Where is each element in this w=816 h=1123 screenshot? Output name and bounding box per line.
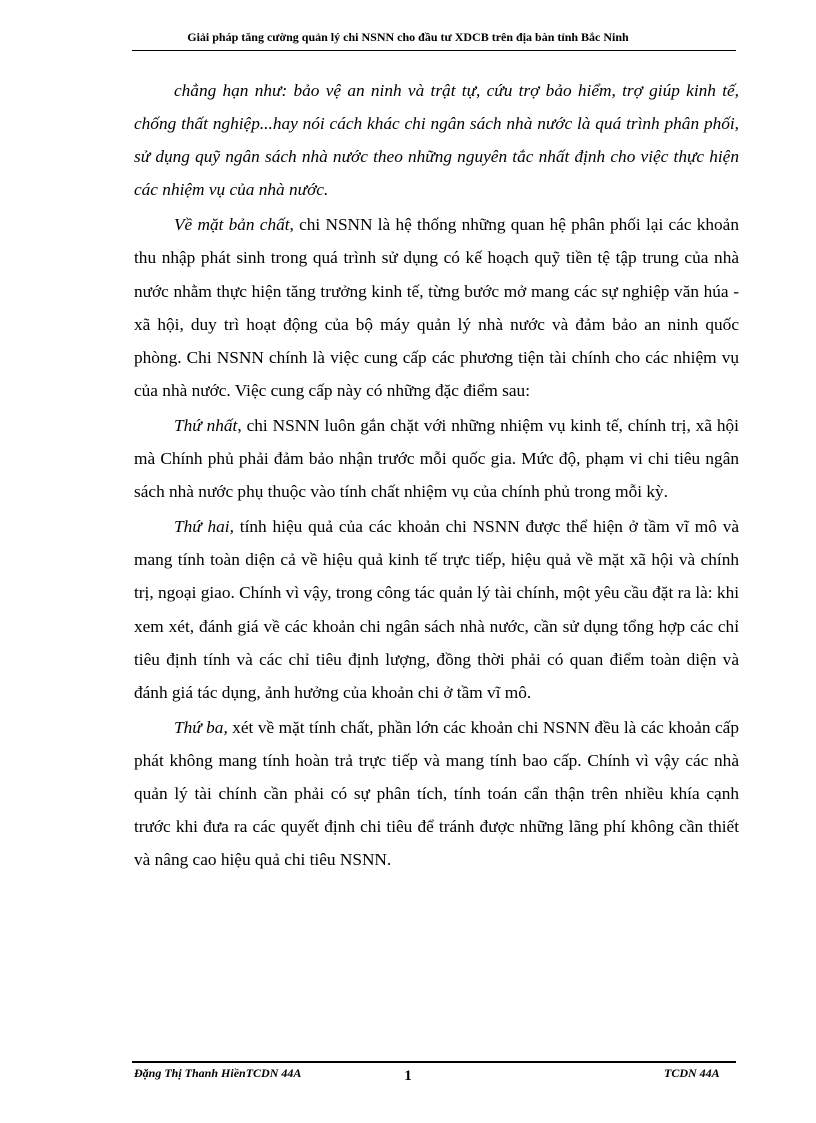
paragraph-3 [134, 409, 739, 508]
paragraph-5 [134, 711, 739, 876]
paragraph-3-lead: Thứ nhất [174, 415, 238, 435]
paragraph-4-lead: Thứ hai, [174, 517, 234, 537]
paragraph-4 [134, 510, 739, 709]
paragraph-4-text: tính hiệu quả của các khoản chi NSNN được thể hiện ở tầm vĩ mô và mang tính toàn diện cả về hiệu quả kinh tế trực tiếp, hiệu quả về mặt xã hội và chính trị, ngoại giao. Chính vì vậy, trong công tác quản lý tài chính, một yêu cầu đặt ra là: khi xem xét, đánh giá về các khoản chi ngân sách nhà nước, cần sử dụng tổng hợp các chỉ tiêu định tính và các chỉ tiêu định lượng, đồng thời phải có quan điểm toàn diện và đánh giá tác dụng, ảnh hưởng của khoản chi ở tầm vĩ mô. [134, 517, 740, 702]
paragraph-3-text: , chi NSNN luôn gắn chặt với những nhiệm vụ kinh tế, chính trị, xã hội mà Chính phủ phải đảm bảo nhận trước mỗi quốc gia. Mức độ, phạm vi chi tiêu ngân sách nhà nước phụ thuộc vào tính chất nhiệm vụ của chính phủ trong mỗi kỳ. [134, 415, 739, 502]
header-divider [132, 50, 736, 51]
paragraph-5-text: xét về mặt tính chất, phần lớn các khoản chi NSNN đều là các khoản cấp phát không mang tính hoàn trả trực tiếp và mang tính bao cấp. Chính vì vậy các nhà quản lý tài chính cần phải có sự phân tích, tính toán cẩn thận trên nhiều khía cạnh trước khi đưa ra các quyết định chi tiêu để tránh được những lãng phí không cần thiết và nâng cao hiệu quả chi tiêu NSNN. [134, 717, 739, 870]
page-header: Giải pháp tăng cường quản lý chi NSNN cho đầu tư XDCB trên địa bàn tỉnh Bắc Ninh [187, 30, 629, 44]
footer-class-code: TCDN 44A [664, 1066, 720, 1080]
paragraph-5-lead: Thứ ba, [174, 717, 228, 737]
page-number: 1 [404, 1068, 412, 1084]
paragraph-2-lead: Về mặt bản chất [174, 215, 290, 235]
footer-divider [132, 1061, 736, 1063]
paragraph-2-text: , chi NSNN là hệ thống những quan hệ phân phối lại các khoản thu nhập phát sinh trong quá trình sử dụng có kế hoạch quỹ tiền tệ tập trung của nhà nước nhằm thực hiện tăng trưởng kinh tế, từng bước mở mang các sự nghiệp văn húa - xã hội, duy trì hoạt động của bộ máy quản lý nhà nước và đảm bảo an ninh quốc phòng. Chi NSNN chính là việc cung cấp các phương tiện tài chính cho các nhiệm vụ của nhà nước. Việc cung cấp này có những đặc điểm sau: [134, 215, 739, 400]
document-body [134, 74, 739, 876]
footer-author: Đặng Thị Thanh HiềnTCDN 44A [134, 1066, 302, 1080]
paragraph-2 [134, 208, 739, 407]
paragraph-1: chẳng hạn như: bảo vệ an ninh và trật tự, cứu trợ bảo hiểm, trợ giúp kinh tế, chống thất nghiệp...hay nói cách khác chi ngân sách nhà nước là quá trình phân phối, sử dụng quỹ ngân sách nhà nước theo những nguyên tắc nhất định cho việc thực hiện các nhiệm vụ của nhà nước. [134, 81, 739, 200]
